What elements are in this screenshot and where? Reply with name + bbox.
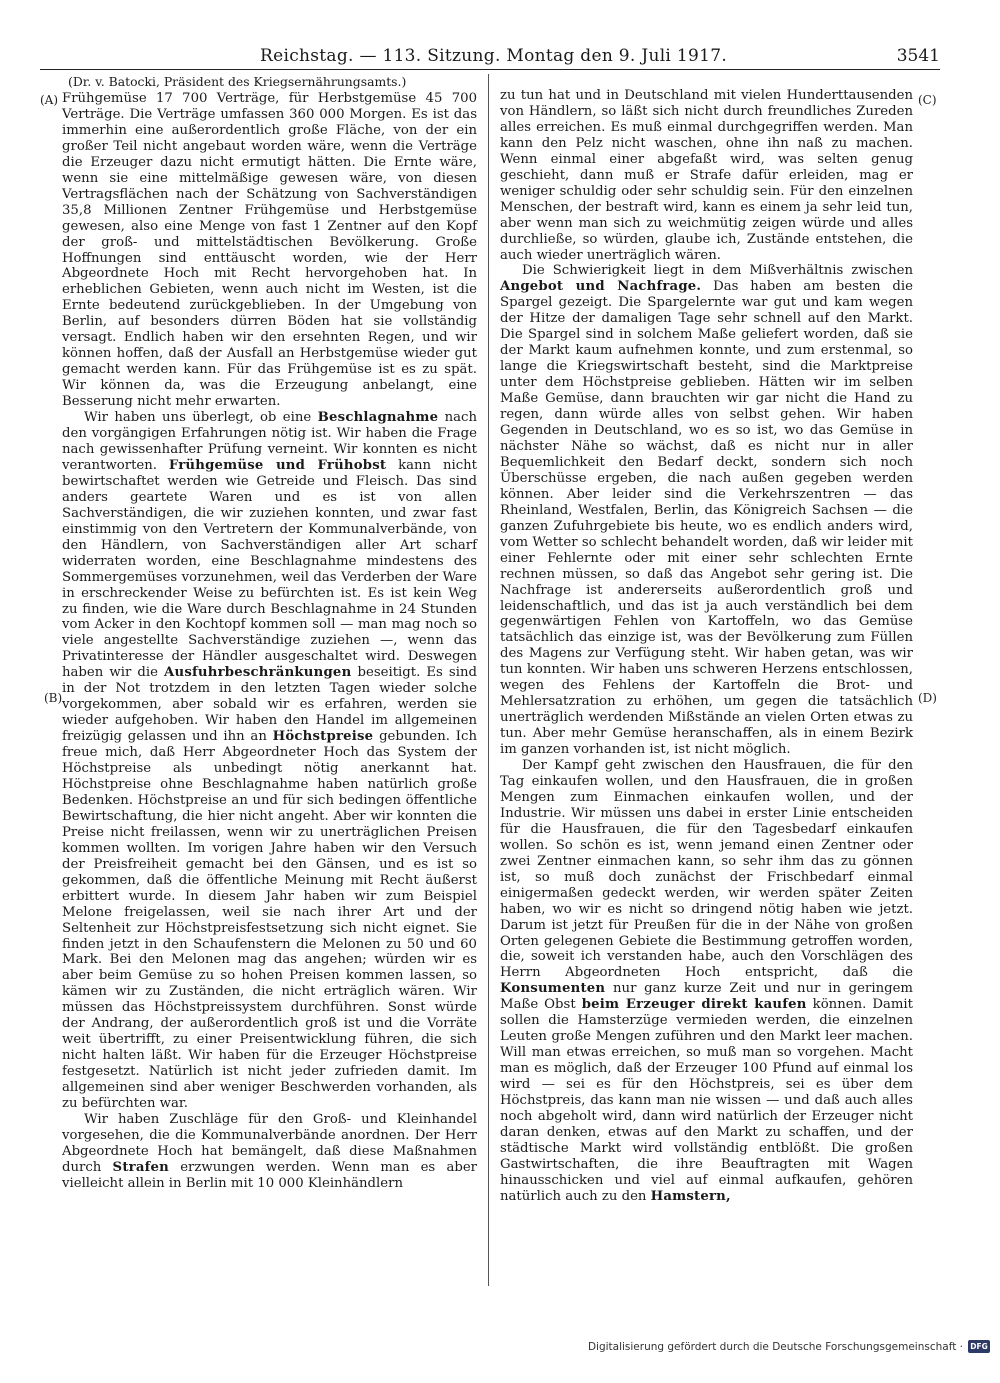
right-column (500, 88, 913, 1205)
page-header (40, 44, 940, 68)
column-divider (488, 74, 489, 1286)
emphasis: Konsumenten (500, 981, 606, 997)
digitization-footer (588, 1340, 990, 1353)
emphasis: Beschlagnahme (317, 410, 439, 426)
paragraph: Die Schwierigkeit liegt in dem Mißverhältnis zwischen Angebot und Nachfrage. Das haben am besten die Spargel gezeigt. Die Spargelernte war gut und kam wegen der Hitze der damaligen Tage sehr schnell auf den Markt. Die Spargel sind in solchem Maße geliefert worden, daß sie der Markt kaum aufnehmen konnte, und zum erstenmal, so lange die Kriegswirtschaft besteht, sind die Marktpreise unter dem Höchstpreise geblieben. Hätten wir im selben Maße Gemüse, dann brauchten wir gar nicht die Hand zu regen, dann würde alles von selbst gehen. Wir haben Gegenden in Deutschland, wo es so ist, wo das Gemüse in nächster Nähe so wächst, daß es nicht nur in aller Bequemlichkeit den Bedarf deckt, sondern sich noch Überschüsse ergeben, die nach außen gegeben werden können. Aber leider sind die Verkehrszentren — das Rheinland, Westfalen, Berlin, das Königreich Sachsen — die ganzen Zufuhrgebiete bis heute, wo es endlich anders wird, vom Wetter so schlecht behandelt worden, daß wir leider mit einer Fehlernte oder mit einer sehr schlechten Ernte rechnen müssen, so daß das Angebot sehr gering ist. Die Nachfrage ist andererseits außerordentlich groß und leidenschaftlich, und das ist ja auch verständlich bei dem gegenwärtigen Fehlen von Kartoffeln, wo das Gemüse tatsächlich das einzige ist, was der Bevölkerung zum Füllen des Magens zur Verfügung steht. Wir haben getan, was wir tun konnten. Wir haben uns schweren Herzens entschlossen, wegen des Fehlens der Kartoffeln die Brot- und Mehlersatzration zu erhöhen, um gegen die tatsächlich unerträglich werdenden Mißstände an vielen Orten etwas zu tun. Aber mehr Gemüse heranschaffen, als in einem Bezirk im ganzen vorhanden ist, ist nicht möglich. (500, 263, 913, 758)
margin-marker-a: (A) (40, 93, 59, 107)
paragraph: Frühgemüse 17 700 Verträge, für Herbstgemüse 45 700 Verträge. Die Verträge umfassen 360 000 Morgen. Es ist das immerhin eine außerordentlich große Fläche, von der ein großer Teil nicht angebaut worden wäre, wenn die Verträge die Erzeuger dazu nicht ermutigt hätten. Die Ernte wäre, wenn sie eine mittelmäßige gewesen wäre, von diesen Vertragsflächen nach der Schätzung von Sachverständigen 35,8 Millionen Zentner Frühgemüse und Herbstgemüse gewesen, also eine Menge von fast 1 Zentner auf den Kopf der groß- und mittelstädtischen Bevölkerung. Große Hoffnungen sind enttäuscht worden, wie der Herr Abgeordnete Hoch mit Recht hervorgehoben hat. In erheblichen Gebieten, wenn auch nicht im Westen, ist die Ernte bedeutend zurückgeblieben. In der Umgebung von Berlin, auf besonders dürren Böden hat sie vollständig versagt. Endlich haben wir den ersehnten Regen, und wir können hoffen, daß der Ausfall an Herbstgemüse wieder gut gemacht werden kann. Für das Frühgemüse ist es zu spät. Wir können da, was die Erzeugung anbelangt, eine Besserung nicht mehr erwarten. (62, 91, 477, 410)
footer-text: Digitalisierung gefördert durch die Deutsche Forschungsgemeinschaft · (587, 1340, 963, 1353)
running-title: Reichstag. — 113. Sitzung. Montag den 9. Juli 1917. (260, 46, 728, 66)
header-rule (40, 69, 940, 70)
emphasis: beim Erzeuger direkt kaufen (581, 997, 807, 1013)
paragraph: Der Kampf geht zwischen den Hausfrauen, die für den Tag einkaufen wollen, und den Hausfrauen, die in großen Mengen zum Einmachen einkaufen wollen, und der Industrie. Wir müssen uns dabei in erster Linie entscheiden für die Hausfrauen, die für den Tagesbedarf einkaufen wollen. So schön es ist, wenn jemand einen Zentner oder zwei Zentner einmachen kann, so sehr ihm das zu gönnen ist, so muß doch zunächst der Frischbedarf einmal einigermaßen gedeckt werden, wir werden später Zeiten haben, wo wir es nicht so dringend nötig haben wie jetzt. Darum ist jetzt für Preußen für die in der Nähe von großen Orten gelegenen Gebiete die Bestimmung getroffen worden, die, soweit ich verstanden habe, auch den Vorschlägen des Herrn Abgeordneten Hoch entspricht, daß die Konsumenten nur ganz kurze Zeit und nur in geringem Maße Obst beim Erzeuger direkt kaufen können. Damit sollen die Hamsterzüge vermieden werden, die einzelnen Leuten große Mengen zuführen und den Markt leer machen. Will man etwas erreichen, so muß man so vorgehen. Macht man es möglich, daß der Erzeuger 100 Pfund auf einmal los wird — sei es für den Höchstpreis, sei es über dem Höchstpreis, das kann man nie wissen — und daß auch alles noch abgeholt wird, dann wird natürlich der Erzeuger nicht daran denken, etwas auf den Markt zu schaffen, und der städtische Markt wird vollständig entblößt. Die großen Gastwirtschaften, die ihre Beauftragten mit Wagen hinausschicken und viel auf einmal aufkaufen, gehören natürlich auch zu den Hamstern, (500, 758, 913, 1204)
dfg-logo-icon: DFG (968, 1340, 990, 1353)
paragraph: zu tun hat und in Deutschland mit vielen Hunderttausenden von Händlern, so läßt sich nicht durch freundliches Zureden alles erreichen. Es muß einmal durchgegriffen werden. Man kann den Pelz nicht waschen, ohne ihn naß zu machen. Wenn einmal einer abgefaßt wird, was selten genug geschieht, dann muß er Strafe dafür erleiden, mag er weniger schuldig oder sehr schuldig sein. Für den einzelnen Menschen, der bestraft wird, kann es einem ja sehr leid tun, aber wenn man sich zu weichmütig zeigen würde und alles durchließe, so würden, glaube ich, Zustände entstehen, die auch wieder unerträglich wären. (500, 88, 913, 263)
margin-marker-c: (C) (918, 93, 937, 107)
margin-marker-b: (B) (44, 691, 63, 705)
emphasis: Höchstpreise (272, 729, 374, 745)
margin-marker-d: (D) (918, 691, 937, 705)
emphasis: Strafen (112, 1159, 169, 1175)
page-number: 3541 (896, 46, 940, 66)
emphasis: Frühgemüse und Frühobst (168, 457, 387, 473)
paragraph: Wir haben uns überlegt, ob eine Beschlagnahme nach den vorgängigen Erfahrungen nötig ist. Wir haben die Frage nach gewissenhafter Prüfung verneint. Wir konnten es nicht verantworten. Frühgemüse und Frühobst kann nicht bewirtschaftet werden wie Getreide und Fleisch. Das sind anders geartete Waren und es ist von allen Sachverständigen, die wir zuziehen konnten, und zwar fast einstimmig von den Vertretern der Kommunalverbände, von den Händlern, von Sachverständigen aller Art scharf widerraten worden, eine Beschlagnahme mindestens des Sommergemüses vorzunehmen, weil das Verderben der Ware in erschreckender Weise zu befürchten ist. Es ist kein Weg zu finden, wie die Ware durch Beschlagnahme in 24 Stunden vom Acker in den Kochtopf kommen soll — man mag noch so viele angestellte Sachverständige zuziehen —, wenn das Privatinteresse der Händler ausgeschaltet wird. Deswegen haben wir die Ausfuhrbeschränkungen beseitigt. Es sind in der Not trotzdem in den letzten Tagen wieder solche vorgekommen, aber sobald wir es erfahren, werden sie wieder aufgehoben. Wir haben den Handel im allgemeinen freizügig gelassen und ihn an Höchstpreise gebunden. Ich freue mich, daß Herr Abgeordneter Hoch das System der Höchstpreise als unbedingt nötig anerkannt hat. Höchstpreise ohne Beschlagnahme haben natürlich große Bedenken. Höchstpreise an und für sich bedingen öffentliche Bewirtschaftung, die hier nicht angeht. Aber wir konnten die Preise nicht freilassen, wenn wir zu unerträglichen Preisen kommen wollten. Im vorigen Jahre haben wir den Versuch der Preisfreiheit gemacht bei den Gänsen, und es ist so gekommen, daß die öffentliche Meinung mit Recht äußerst erbittert wurde. In diesem Jahr haben wir zum Beispiel Melone freigelassen, weil sie nach ihrer Art und der Seltenheit zur Höchstpreisfestsetzung sich nicht eignet. Sie finden jetzt in den Schaufenstern die Melonen zu 50 und 60 Mark. Bei den Melonen mag das angehen; würden wir es aber beim Gemüse zu so hohen Preisen kommen lassen, so kämen wir zu Zuständen, die nicht erträglich wären. Wir müssen das Höchstpreissystem durchführen. Sonst würde der Andrang, der außerordentlich groß ist und die Vorräte weit übertrifft, zu einer Preisentwicklung führen, die sich nicht halten läßt. Wir haben für die Erzeuger Höchstpreise festgesetzt. Natürlich ist nicht jeder zufrieden damit. Im allgemeinen sind aber weniger Beschwerden vorhanden, als zu befürchten war. (62, 410, 477, 1112)
emphasis: Ausfuhrbeschränkungen (164, 665, 352, 681)
speaker-line: (Dr. v. Batocki, Präsident des Kriegsernährungsamts.) (68, 74, 407, 89)
emphasis: Hamstern, (650, 1188, 731, 1204)
left-column (62, 74, 477, 1192)
paragraph: Wir haben Zuschläge für den Groß- und Kleinhandel vorgesehen, die die Kommunalverbände anordnen. Der Herr Abgeordnete Hoch hat bemängelt, daß diese Maßnahmen durch Strafen erzwungen werden. Wenn man es aber vielleicht allein in Berlin mit 10 000 Kleinhändlern (62, 1112, 478, 1191)
emphasis: Angebot und Nachfrage. (500, 279, 702, 295)
